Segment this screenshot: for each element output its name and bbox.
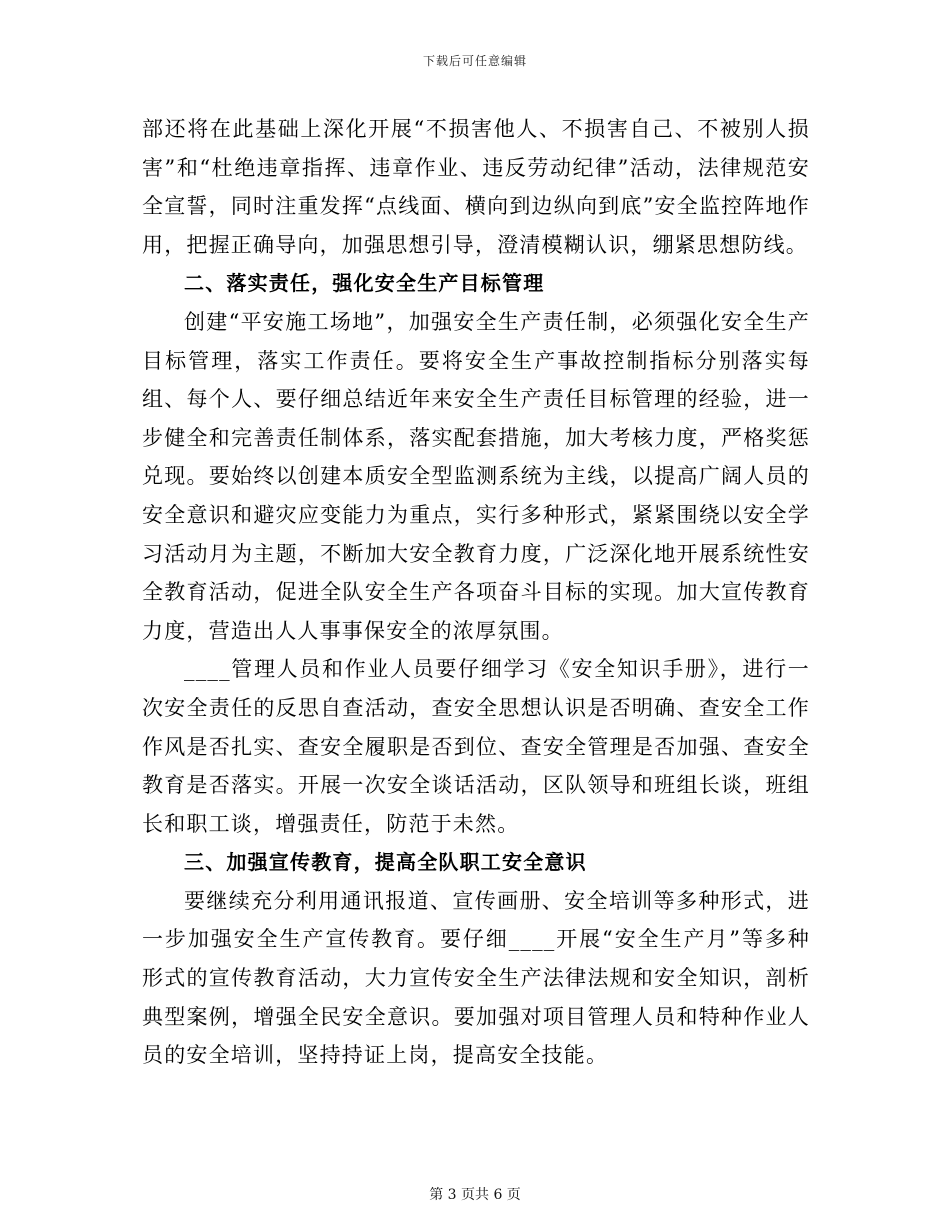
paragraph-education: 要继续充分利用通讯报道、宣传画册、安全培训等多种形式，进一步加强安全生产宣传教育。要仔细____开展“安全生产月”等多种形式的宣传教育活动，大力宣传安全生产法律法规和安全知识，剖析典型案例，增强全民安全意识。要加强对项目管理人员和特种作业人员的安全培训，坚持持证上岗，提高安全技能。 [142, 888, 810, 1068]
page-header: 下载后可任意编辑 [422, 54, 527, 68]
paragraph-responsibility: 创建“平安施工场地”，加强安全生产责任制，必须强化安全生产目标管理，落实工作责任。要将安全生产事故控制指标分别落实每组、每个人、要仔细总结近年来安全生产责任目标管理的经验，进一步健全和完善责任制体系，落实配套措施，加大考核力度，严格奖惩兑现。要始终以创建本质安全型监测系统为主线，以提高广阔人员的安全意识和避灾应变能力为重点，实行多种形式，紧紧围绕以安全学习活动月为主题，不断加大安全教育力度，广泛深化地开展系统性安全教育活动，促进全队安全生产各项奋斗目标的实现。加大宣传教育力度，营造出人人事事保安全的浓厚氛围。 [142, 309, 810, 643]
section-heading-2: 二、落实责任，强化安全生产目标管理 [184, 271, 545, 296]
document-body [142, 110, 810, 1075]
paragraph-continuation: 部还将在此基础上深化开展“不损害他人、不损害自己、不被别人损害”和“杜绝违章指挥、违章作业、违反劳动纪律”活动，法律规范安全宣誓，同时注重发挥“点线面、横向到边纵向到底”安全监控阵地作用，把握正确导向，加强思想引导，澄清模糊认识，绷紧思想防线。 [142, 117, 810, 257]
page-footer: 第 3 页共 6 页 [429, 1187, 521, 1203]
paragraph-self-check: ____管理人员和作业人员要仔细学习《安全知识手册》，进行一次安全责任的反思自查活动，查安全思想认识是否明确、查安全工作作风是否扎实、查安全履职是否到位、查安全管理是否加强、查安全教育是否落实。开展一次安全谈话活动，区队领导和班组长谈，班组长和职工谈，增强责任，防范于未然。 [142, 657, 810, 836]
section-heading-3: 三、加强宣传教育，提高全队职工安全意识 [184, 850, 587, 875]
